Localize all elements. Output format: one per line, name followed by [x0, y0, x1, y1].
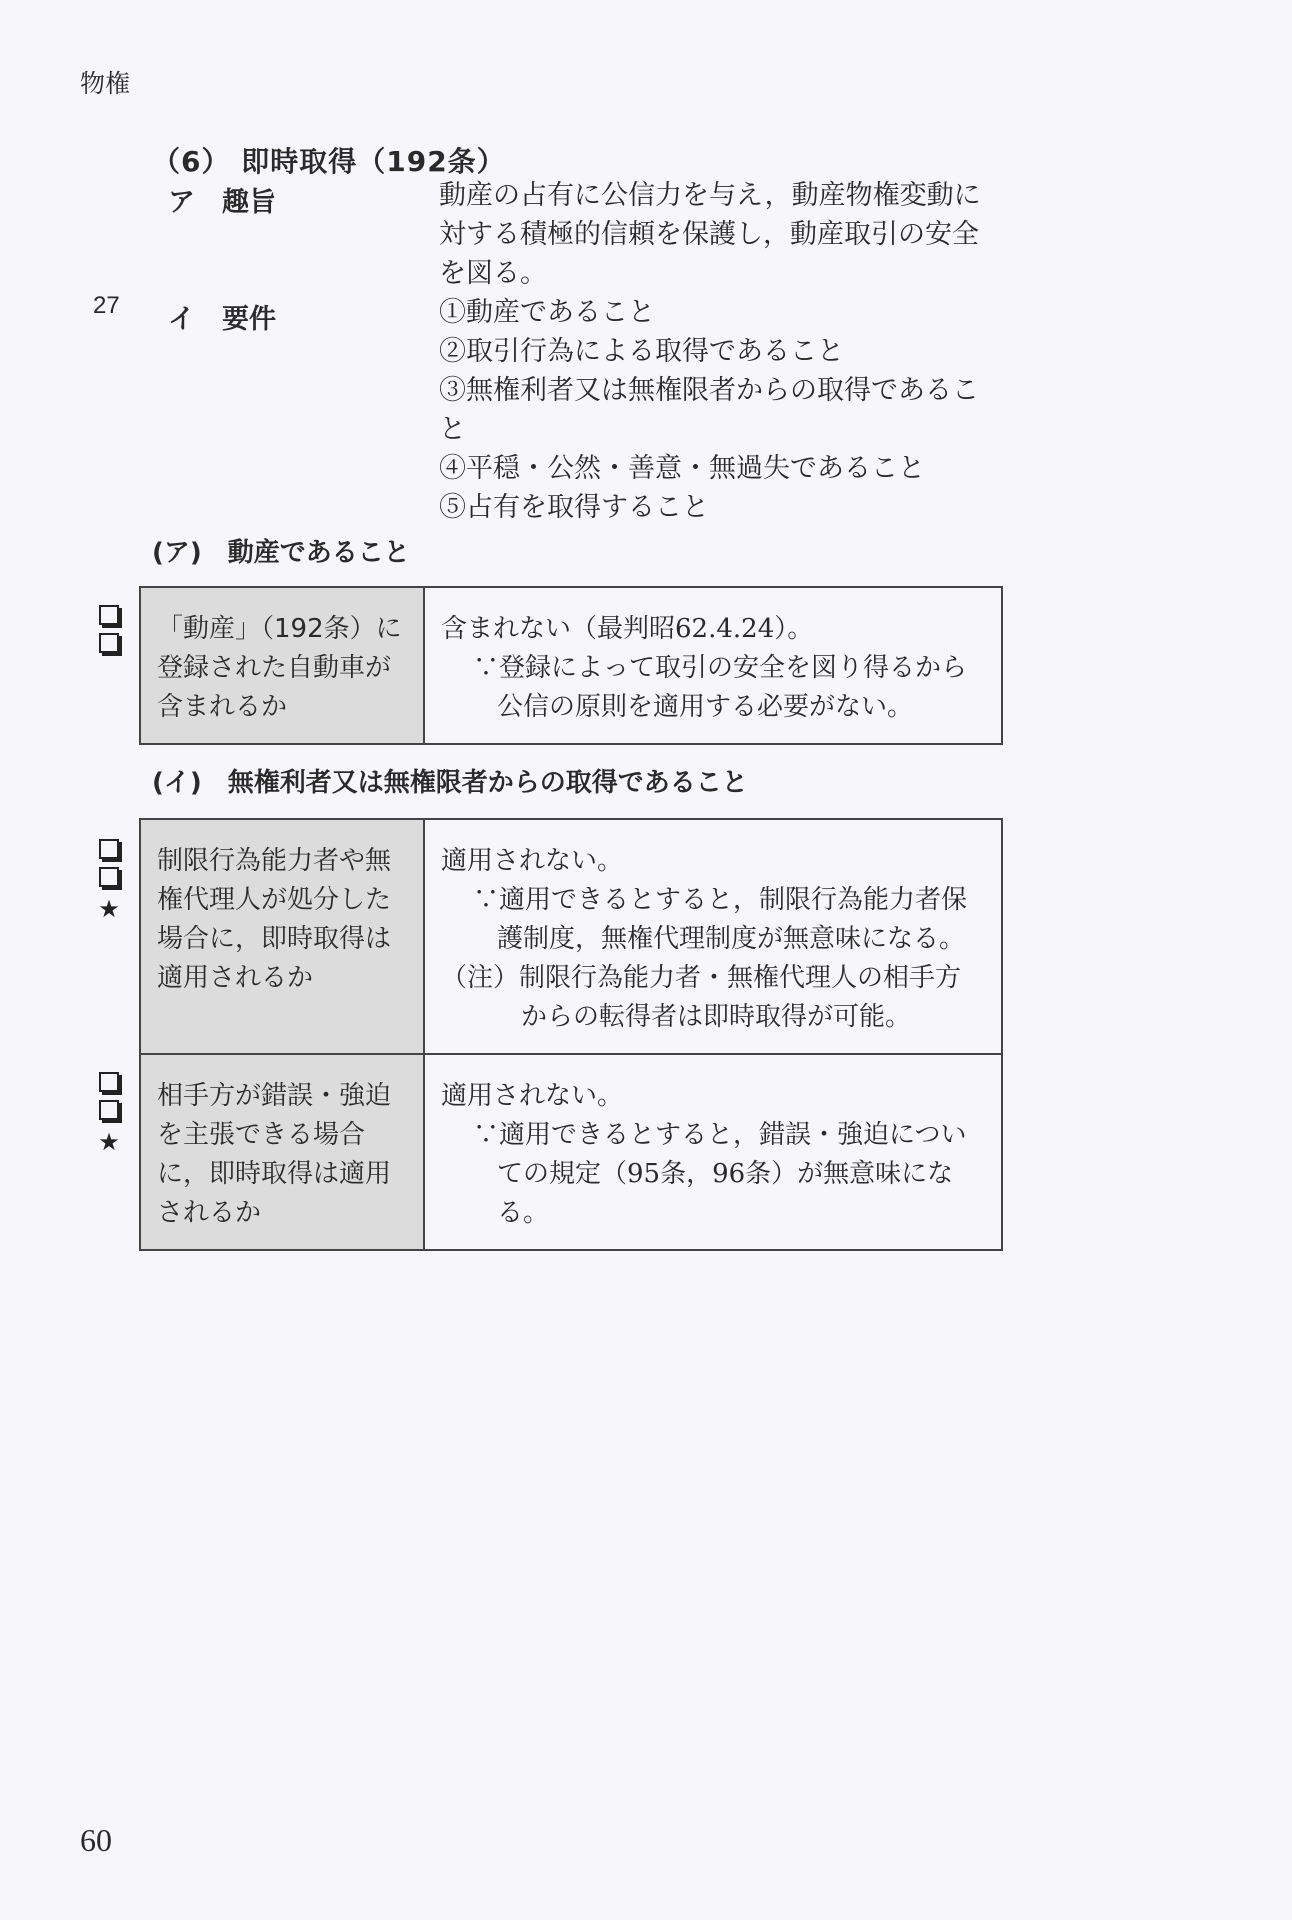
review-marks	[96, 834, 122, 923]
requirement-item: ②取引行為による取得であること	[439, 336, 844, 367]
qa-table-non-owner	[139, 818, 1003, 1251]
requirement-item: ④平穏・公然・善意・無過失であること	[439, 453, 925, 484]
star-icon: ★	[98, 895, 120, 923]
reason-text: ∵適用できるとすると，制限行為能力者保	[473, 885, 968, 915]
answer-cell	[424, 1054, 1002, 1250]
answer-cell	[424, 819, 1002, 1054]
question-text: 制限行為能力者や無権代理人が処分した場合に，即時取得は適用されるか	[157, 846, 392, 993]
requirement-item: ③無権利者又は無権限者からの取得であること	[439, 375, 979, 445]
question-cell	[140, 1054, 424, 1250]
answer-block	[425, 588, 1001, 743]
section-title: （6） 即時取得（192条）	[152, 145, 506, 178]
running-header: 物権	[80, 69, 131, 98]
note-text: （注）制限行為能力者・無権代理人の相手方	[441, 963, 962, 993]
answer-block	[425, 1055, 1001, 1249]
reason-text: ての規定（95条，96条）が無意味になる。	[497, 1159, 954, 1228]
checkbox-icon[interactable]	[99, 1100, 119, 1120]
reason-text: ∵登録によって取引の安全を図り得るから	[473, 653, 968, 683]
review-marks	[96, 600, 122, 661]
checkbox-icon[interactable]	[99, 1072, 119, 1092]
question-cell	[140, 819, 424, 1054]
requirement-item: ⑤占有を取得すること	[439, 492, 709, 523]
checkbox-icon[interactable]	[99, 839, 119, 859]
reason-text: ∵適用できるとすると，錯誤・強迫につい	[473, 1120, 967, 1150]
requirements-label: イ 要件	[168, 304, 276, 335]
answer-text: 含まれない（最判昭62.4.24）。	[441, 614, 814, 644]
answer-text: 適用されない。	[441, 1081, 624, 1111]
checkbox-icon[interactable]	[99, 867, 119, 887]
answer-text: 適用されない。	[441, 846, 624, 876]
answer-cell	[424, 587, 1002, 744]
question-text: 相手方が錯誤・強迫を主張できる場合に，即時取得は適用されるか	[157, 1081, 392, 1228]
purpose-text: 動産の占有に公信力を与え，動産物権変動に対する積極的信頼を保護し，動産取引の安全を図る。	[439, 180, 981, 289]
table-row	[140, 587, 1002, 744]
subsection-i-title: (イ) 無権利者又は無権限者からの取得であること	[152, 768, 748, 798]
checkbox-icon[interactable]	[99, 633, 119, 653]
requirement-item: ①動産であること	[439, 297, 655, 328]
question-cell	[140, 587, 424, 744]
margin-reference-number: 27	[93, 292, 120, 319]
requirements-list	[439, 293, 999, 527]
star-icon: ★	[98, 1128, 120, 1156]
purpose-label: ア 趣旨	[168, 187, 276, 218]
answer-block	[425, 820, 1001, 1053]
qa-table-movables	[139, 586, 1003, 745]
table-row	[140, 819, 1002, 1054]
checkbox-icon[interactable]	[99, 605, 119, 625]
reason-text: 護制度，無権代理制度が無意味になる。	[497, 924, 966, 954]
page-number: 60	[80, 1822, 112, 1858]
subsection-a-title: (ア) 動産であること	[152, 538, 410, 568]
reason-text: 公信の原則を適用する必要がない。	[497, 692, 914, 722]
note-text: からの転得者は即時取得が可能。	[521, 1002, 912, 1032]
review-marks	[96, 1067, 122, 1156]
table-row	[140, 1054, 1002, 1250]
question-text: 「動産」（192条）に登録された自動車が含まれるか	[157, 614, 402, 722]
